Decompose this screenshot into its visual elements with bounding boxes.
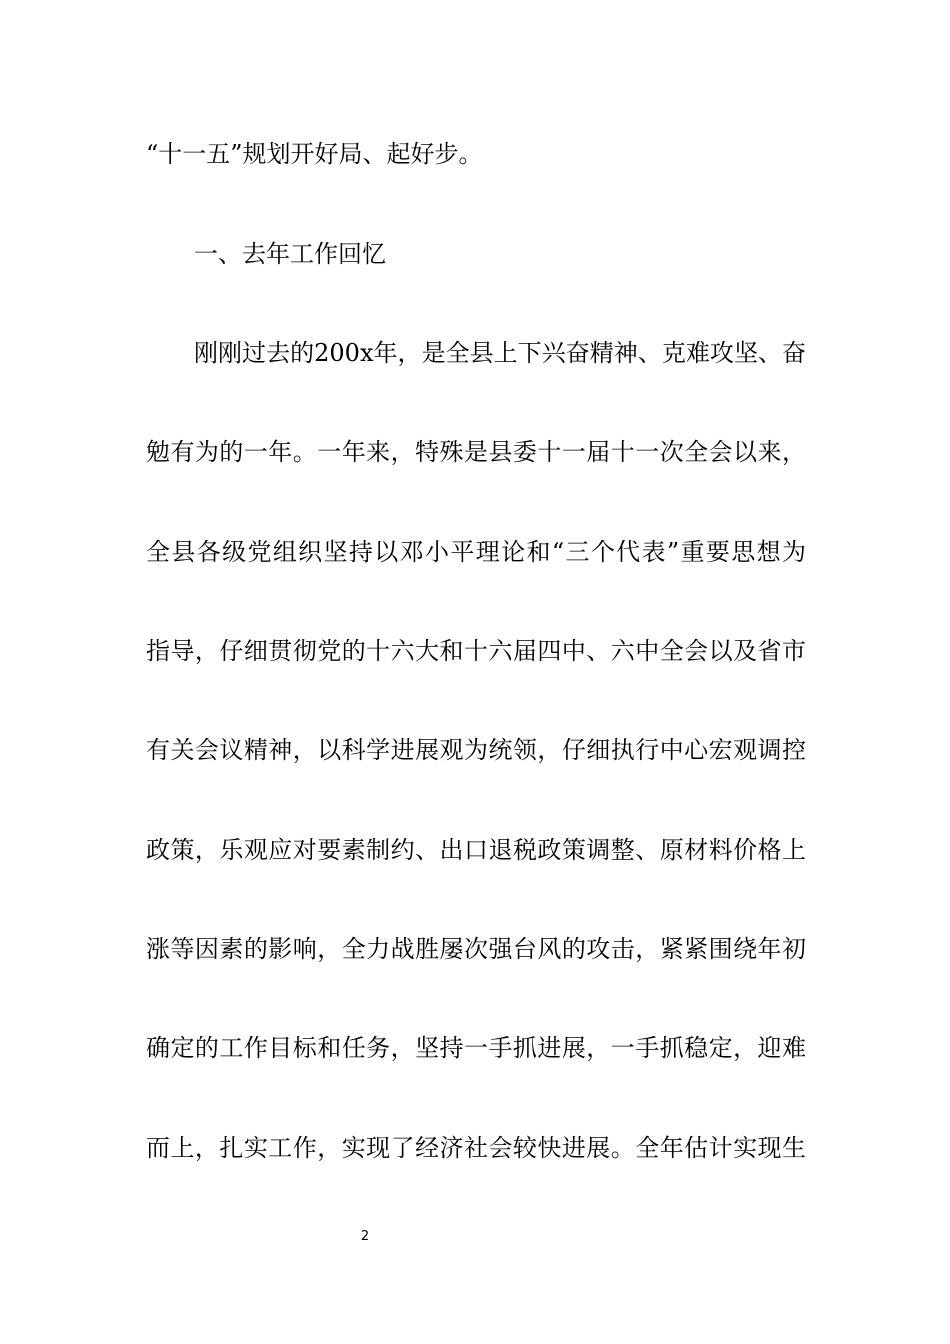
paragraph-line: 有关会议精神，以科学进展观为统领，仔细执行中心宏观调控	[146, 736, 806, 764]
paragraph-line: 确定的工作目标和任务，坚持一手抓进展，一手抓稳定，迎难	[146, 1034, 806, 1062]
paragraph-line: 政策，乐观应对要素制约、出口退税政策调整、原材料价格上	[146, 836, 806, 864]
section-heading: 一、去年工作回忆	[194, 240, 386, 268]
paragraph-line: 而上，扎实工作，实现了经济社会较快进展。全年估计实现生	[146, 1134, 806, 1162]
paragraph-line-continuation: “十一五”规划开好局、起好步。	[146, 140, 483, 168]
paragraph-line: 勉有为的一年。一年来，特殊是县委十一届十一次全会以来，	[146, 438, 806, 466]
paragraph-line-first: 刚刚过去的200x年，是全县上下兴奋精神、克难攻坚、奋	[194, 339, 806, 367]
paragraph-line: 全县各级党组织坚持以邓小平理论和“三个代表”重要思想为	[146, 538, 806, 566]
page-number: 2	[360, 1229, 370, 1244]
paragraph-line: 涨等因素的影响，全力战胜屡次强台风的攻击，紧紧围绕年初	[146, 935, 806, 963]
paragraph-line: 指导，仔细贯彻党的十六大和十六届四中、六中全会以及省市	[146, 637, 806, 665]
